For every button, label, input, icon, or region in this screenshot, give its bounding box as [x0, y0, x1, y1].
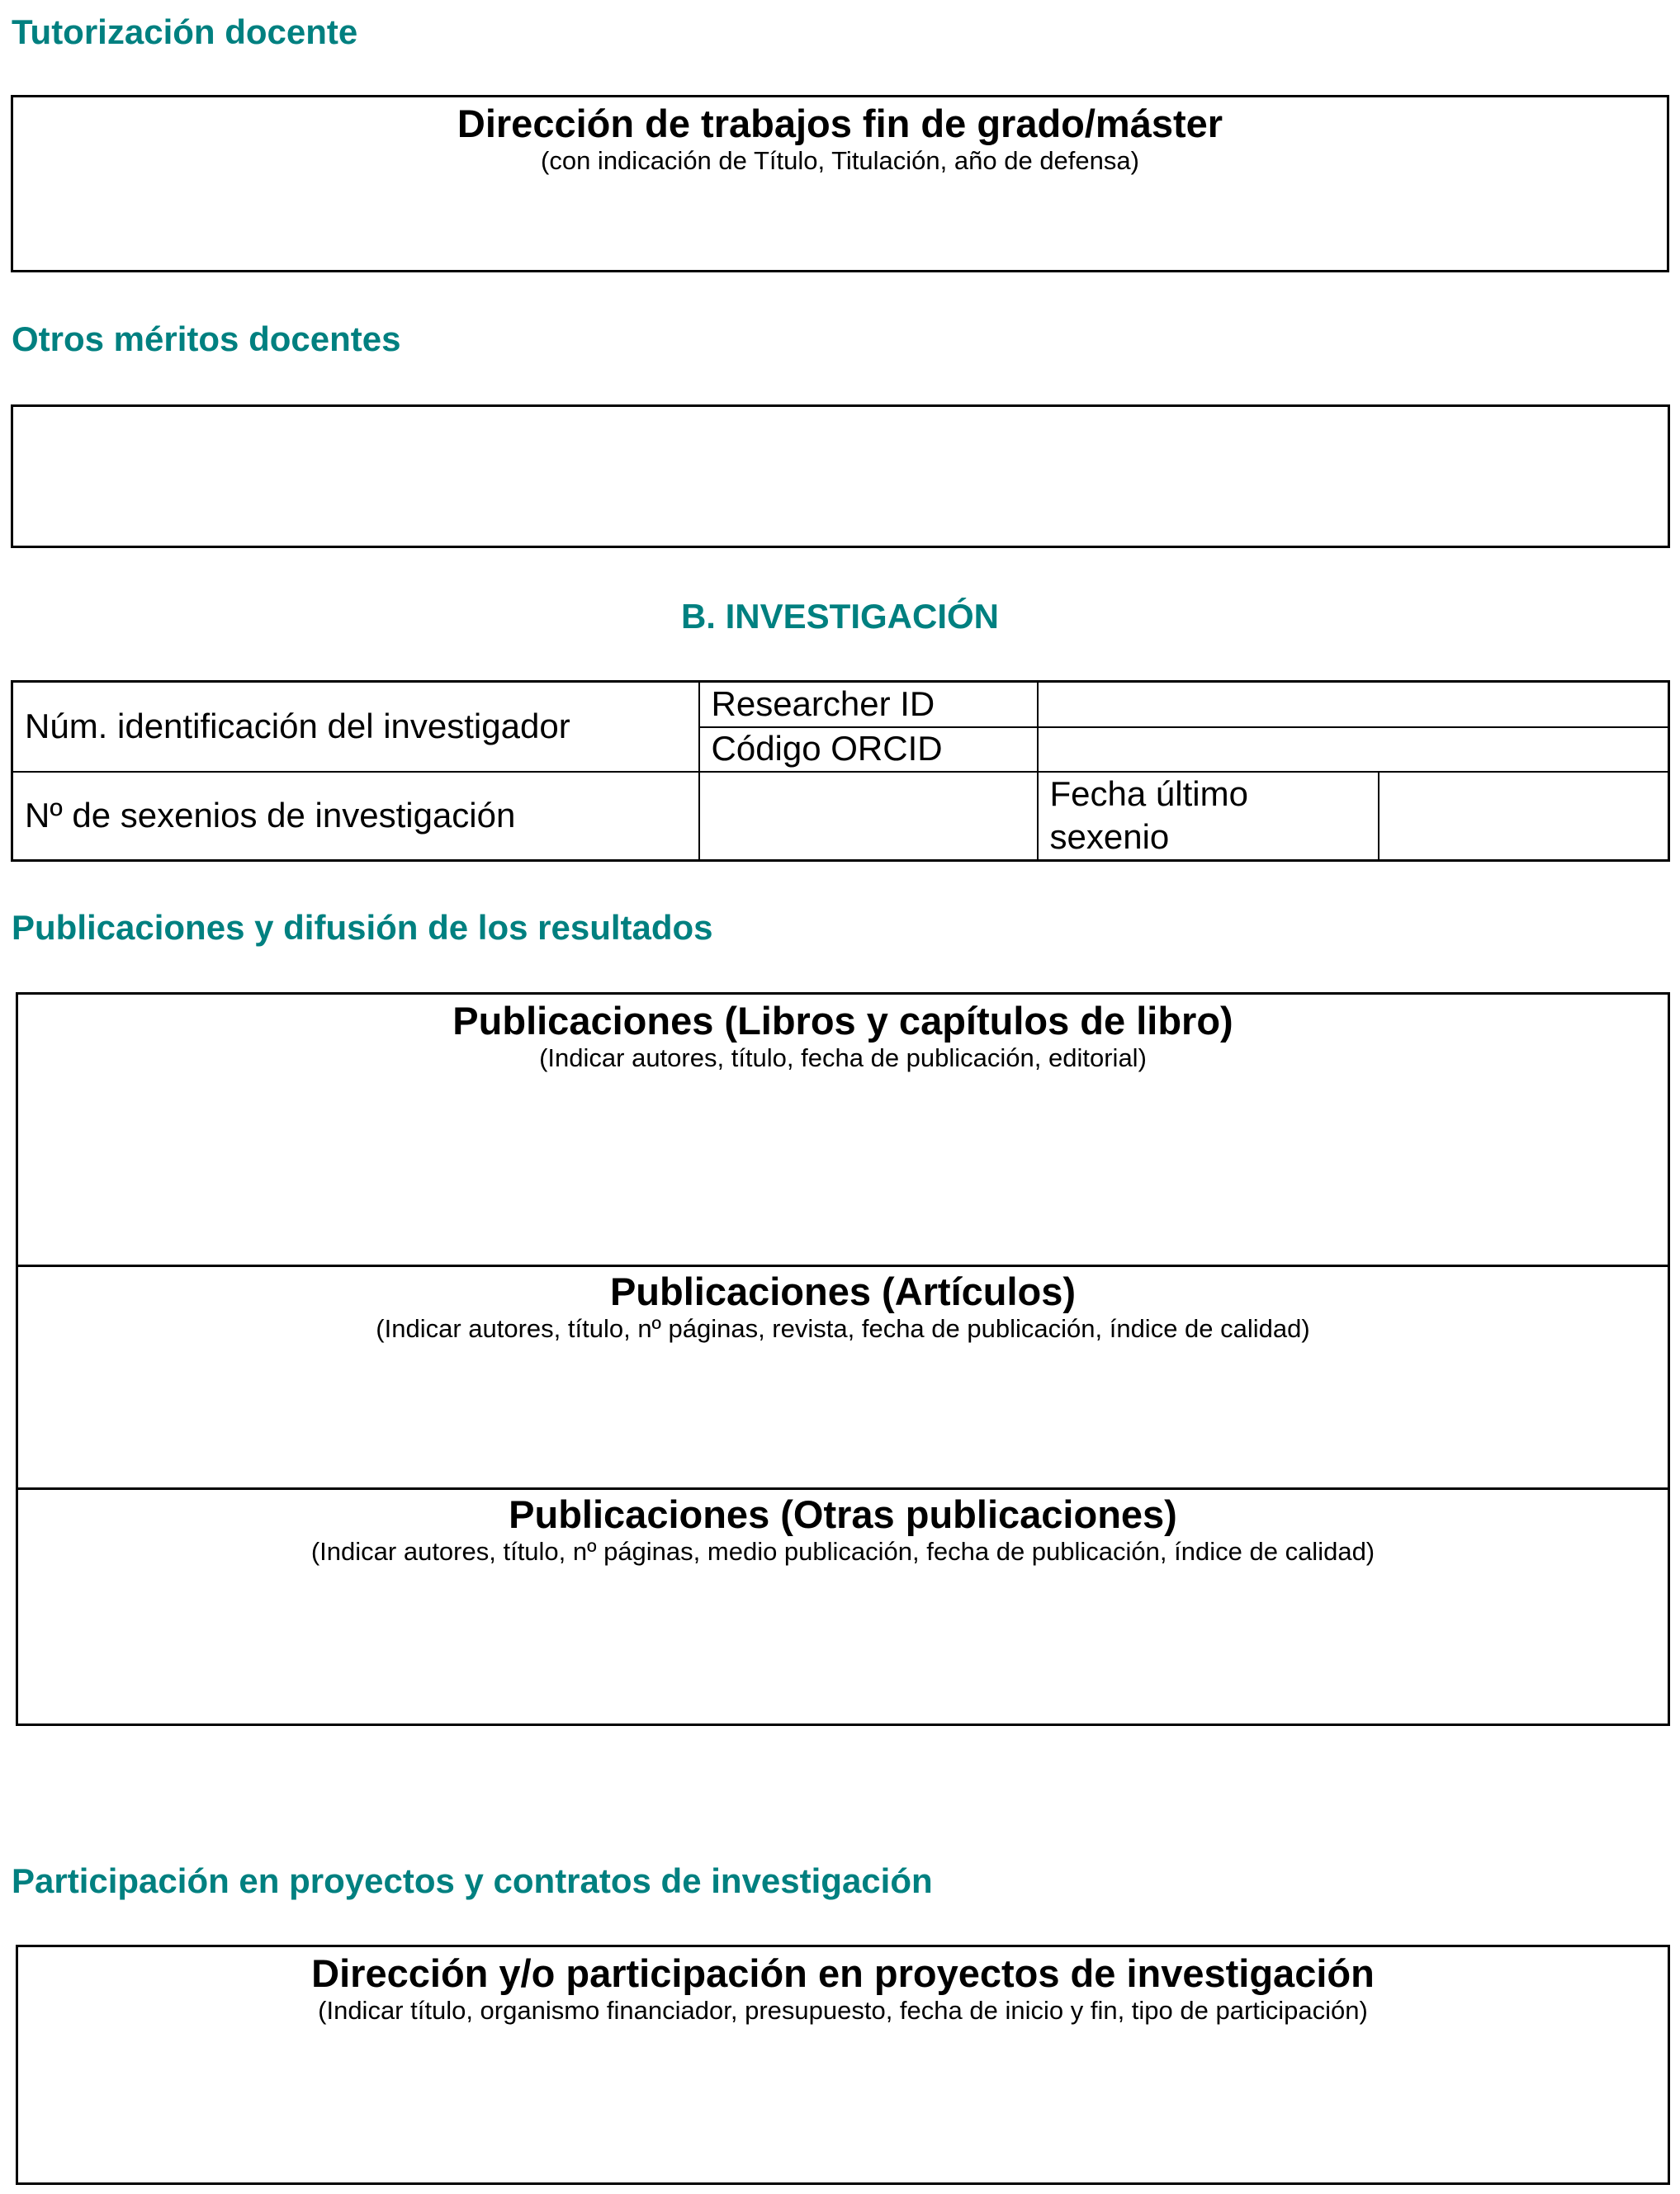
- sexenios-label: Nº de sexenios de investigación: [12, 772, 699, 861]
- researcher-id-table: [11, 680, 1670, 862]
- orcid-label: Código ORCID: [699, 727, 1038, 772]
- publications-box: [16, 992, 1670, 1726]
- last-sexenio-label: Fecha último sexenio: [1038, 772, 1379, 861]
- box-title: Dirección y/o participación en proyectos de investigación: [311, 1951, 1375, 1995]
- box-title: Dirección de trabajos fin de grado/máster: [457, 102, 1223, 145]
- section-title: Publicaciones (Otras publicaciones): [509, 1492, 1177, 1536]
- section-heading-projects: Participación en proyectos y contratos de investigación: [12, 1861, 933, 1900]
- section-title: Publicaciones (Libros y capítulos de libro): [452, 999, 1233, 1043]
- section-subtitle: (Indicar autores, título, fecha de publicación, editorial): [539, 1043, 1147, 1072]
- section-heading-other-merits: Otros méritos docentes: [12, 319, 401, 358]
- last-sexenio-field[interactable]: [1379, 772, 1669, 861]
- researcher-number-label: Núm. identificación del investigador: [12, 682, 699, 772]
- section-subtitle: (Indicar autores, título, nº páginas, revista, fecha de publicación, índice de calidad): [376, 1314, 1310, 1343]
- section-heading-tutoring: Tutorización docente: [12, 12, 358, 51]
- section-heading-research: B. INVESTIGACIÓN: [680, 597, 1000, 636]
- publications-articles-section[interactable]: [18, 1265, 1668, 1488]
- other-merits-box[interactable]: [11, 404, 1670, 548]
- section-heading-publications: Publicaciones y difusión de los resultados: [12, 908, 713, 947]
- box-subtitle: (Indicar título, organismo financiador, presupuesto, fecha de inicio y fin, tipo de participación): [318, 1996, 1368, 2025]
- researcher-id-field[interactable]: [1038, 682, 1669, 727]
- researcher-id-label: Researcher ID: [699, 682, 1038, 727]
- sexenios-field[interactable]: [699, 772, 1038, 861]
- orcid-field[interactable]: [1038, 727, 1669, 772]
- thesis-supervision-box[interactable]: [11, 95, 1669, 272]
- publications-other-section[interactable]: [18, 1488, 1668, 1724]
- research-projects-box[interactable]: [16, 1945, 1670, 2185]
- box-subtitle: (con indicación de Título, Titulación, año de defensa): [541, 146, 1139, 175]
- section-subtitle: (Indicar autores, título, nº páginas, medio publicación, fecha de publicación, índice de calidad): [310, 1537, 1375, 1566]
- publications-books-section[interactable]: [18, 995, 1668, 1265]
- section-title: Publicaciones (Artículos): [609, 1270, 1077, 1313]
